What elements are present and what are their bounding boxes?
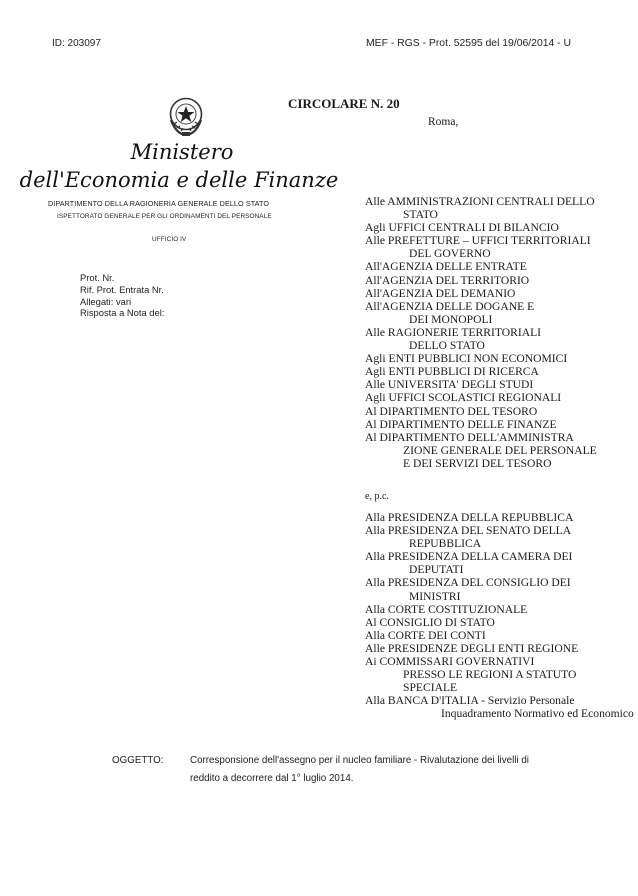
protocol-stamp: MEF - RGS - Prot. 52595 del 19/06/2014 - U [366,38,572,49]
prot-nr: Prot. Nr. [80,272,115,283]
cc-label: e, p.c. [365,491,389,502]
recipient-line: Alla PRESIDENZA DEL SENATO DELLA [365,524,572,538]
recipient-line: STATO [403,208,438,222]
recipient-line: All'AGENZIA DELLE ENTRATE [365,260,527,274]
recipient-line: Al DIPARTIMENTO DELLE FINANZE [365,417,557,431]
recipient-line: DELLO STATO [409,339,485,353]
ministry-title: Ministero [130,140,234,164]
recipient-line: Inquadramento Normativo ed Economico [441,707,634,721]
office-name: UFFICIO IV [152,236,187,243]
recipient-line: ZIONE GENERALE DEL PERSONALE [403,443,597,457]
recipient-line: All'AGENZIA DELLE DOGANE E [365,299,535,313]
rif-prot: Rif. Prot. Entrata Nr. [80,283,164,295]
recipient-line: Alle PRESIDENZE DEGLI ENTI REGIONE [365,641,579,655]
recipient-line: Alle UNIVERSITA' DEGLI STUDI [365,378,534,392]
cc-recipients-list [365,511,634,721]
recipient-line: REPUBBLICA [409,537,482,551]
recipient-line: Alla CORTE COSTITUZIONALE [365,602,528,616]
inspectorate-name: ISPETTORATO GENERALE PER GLI ORDINAMENTI DEL PERSONALE [57,213,272,220]
recipient-line: MINISTRI [409,589,461,603]
recipient-line: Alle PREFETTURE – UFFICI TERRITORIALI [365,234,591,248]
recipient-line: DEI MONOPOLI [409,312,493,326]
ministry-subtitle: dell'Economia e delle Finanze [19,168,339,192]
recipient-line: PRESSO LE REGIONI A STATUTO [403,668,577,682]
recipient-line: Ai COMMISSARI GOVERNATIVI [365,655,535,669]
recipient-line: SPECIALE [403,681,458,695]
recipient-line: Al CONSIGLIO DI STATO [365,615,495,629]
recipient-line: Agli UFFICI SCOLASTICI REGIONALI [365,391,562,405]
recipient-line: Alle RAGIONERIE TERRITORIALI [365,325,542,339]
recipient-line: All'AGENZIA DEL TERRITORIO [365,273,530,287]
subject-line-1: Corresponsione dell'assegno per il nucleo familiare - Rivalutazione dei livelli di [190,755,529,766]
recipient-line: Alla CORTE DEI CONTI [365,628,486,642]
subject-line-2: reddito a decorrere dal 1° luglio 2014. [190,773,354,784]
recipient-line: DEL GOVERNO [409,247,491,261]
recipient-line: All'AGENZIA DEL DEMANIO [365,286,516,300]
recipient-line: Al DIPARTIMENTO DEL TESORO [365,404,538,418]
recipient-line: DEPUTATI [409,563,464,577]
place-date: Roma, [428,116,459,128]
recipient-line: Agli ENTI PUBBLICI DI RICERCA [365,365,539,379]
recipient-line: Alla BANCA D'ITALIA - Servizio Personale [365,694,575,708]
recipients-list [365,195,597,470]
allegati: Allegati: vari [80,295,132,307]
recipient-line: Alla PRESIDENZA DEL CONSIGLIO DEI [365,576,571,590]
recipient-line: Al DIPARTIMENTO DELL'AMMINISTRA [365,430,574,444]
recipient-line: Agli UFFICI CENTRALI DI BILANCIO [365,221,559,235]
department-name: DIPARTIMENTO DELLA RAGIONERIA GENERALE DELLO STATO [48,199,270,208]
recipient-line: E DEI SERVIZI DEL TESORO [403,456,552,470]
protocol-meta [80,272,164,319]
document-id: ID: 203097 [52,38,101,49]
recipient-line: Alla PRESIDENZA DELLA CAMERA DEI [365,550,573,564]
subject-label: OGGETTO: [112,755,164,766]
subject-text [190,752,529,788]
recipient-line: Alle AMMINISTRAZIONI CENTRALI DELLO [365,195,595,208]
recipient-line: Agli ENTI PUBBLICI NON ECONOMICI [365,352,568,366]
recipient-line: Alla PRESIDENZA DELLA REPUBBLICA [365,511,574,524]
circolare-title: CIRCOLARE N. 20 [288,96,400,111]
republic-emblem-icon [166,94,206,138]
risposta-nota: Risposta a Nota del: [80,307,165,319]
